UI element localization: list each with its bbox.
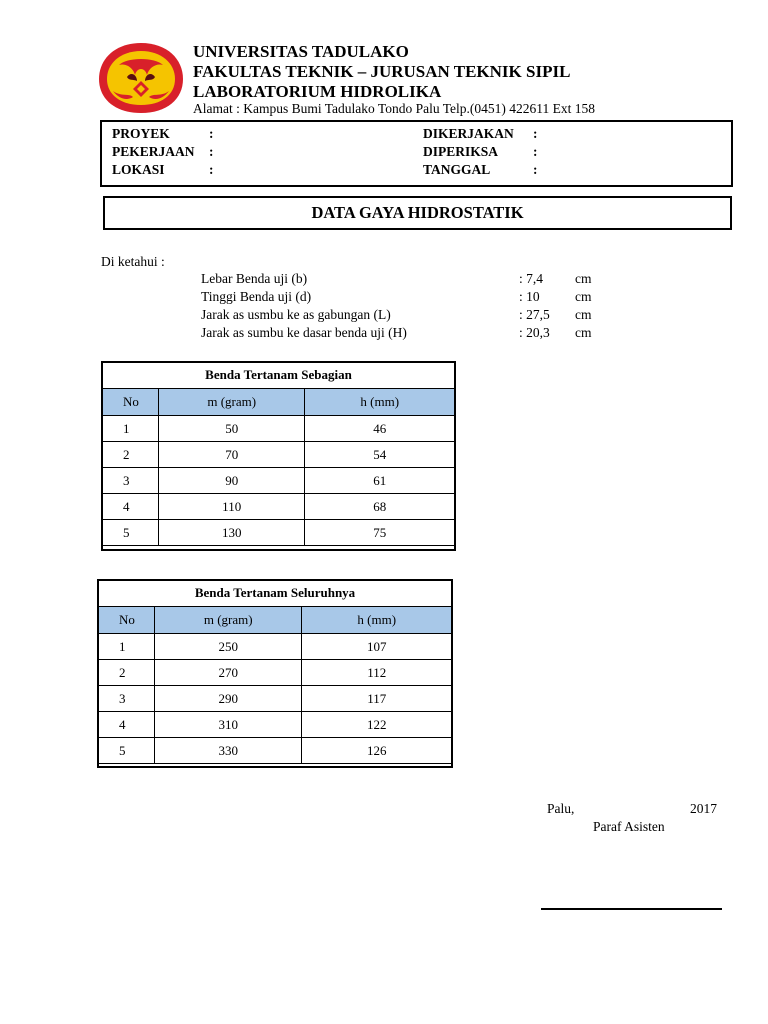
cell-no: 5 [99,738,155,764]
cell-mass: 50 [158,416,305,442]
dikerjakan-field [423,126,538,142]
cell-height: 117 [302,686,452,712]
column-header-height: h (mm) [302,607,452,634]
cell-height: 54 [305,442,455,468]
cell-height: 122 [302,712,452,738]
known-unit: cm [575,289,592,304]
lokasi-label: LOKASI [112,162,165,177]
table-row [103,442,455,468]
tanggal-label: TANGGAL [423,162,491,177]
project-info-box [100,120,733,187]
cell-height: 68 [305,494,455,520]
table-row [99,686,452,712]
cell-mass: 90 [158,468,305,494]
tanggal-colon: : [533,162,538,177]
cell-height: 126 [302,738,452,764]
known-item [201,325,641,343]
column-header-mass: m (gram) [154,607,302,634]
cell-height: 46 [305,416,455,442]
known-unit: cm [575,325,592,340]
known-unit: cm [575,307,592,322]
table-caption: Benda Tertanam Seluruhnya [99,580,452,607]
diperiksa-colon: : [533,144,538,159]
cell-no: 5 [103,520,159,546]
partial-submerged-table [102,361,455,546]
known-item [201,271,641,289]
university-name: UNIVERSITAS TADULAKO [193,42,409,61]
proyek-colon: : [209,126,214,141]
table-header-row [99,607,452,634]
known-label: Jarak as usmbu ke as gabungan (L) [201,307,391,322]
cell-mass: 310 [154,712,302,738]
known-value: : 27,5 [519,307,550,322]
known-item [201,307,641,325]
cell-height: 107 [302,634,452,660]
cell-mass: 70 [158,442,305,468]
cell-mass: 130 [158,520,305,546]
cell-no: 3 [103,468,159,494]
table-row [99,634,452,660]
known-value: : 20,3 [519,325,550,340]
signature-role: Paraf Asisten [593,819,665,834]
lokasi-colon: : [209,162,214,177]
table-row [99,712,452,738]
pekerjaan-label: PEKERJAAN [112,144,195,159]
dikerjakan-label: DIKERJAKAN [423,126,514,141]
signature-line [541,908,722,910]
known-value: : 10 [519,289,540,304]
column-header-mass: m (gram) [158,389,305,416]
proyek-label: PROYEK [112,126,170,141]
signature-year: 2017 [690,801,717,816]
known-unit: cm [575,271,592,286]
proyek-field [112,126,214,142]
pekerjaan-colon: : [209,144,214,159]
title-box [103,196,732,230]
column-header-no: No [99,607,155,634]
table-row [103,494,455,520]
table-header-row [103,389,455,416]
cell-mass: 250 [154,634,302,660]
cell-no: 3 [99,686,155,712]
cell-height: 75 [305,520,455,546]
known-label: Tinggi Benda uji (d) [201,289,312,304]
diperiksa-label: DIPERIKSA [423,144,499,159]
cell-mass: 110 [158,494,305,520]
cell-height: 112 [302,660,452,686]
cell-height: 61 [305,468,455,494]
known-intro: Di ketahui : [101,254,165,269]
pekerjaan-field [112,144,214,160]
cell-no: 2 [103,442,159,468]
known-list [201,271,641,343]
known-label: Jarak as sumbu ke dasar benda uji (H) [201,325,407,340]
known-label: Lebar Benda uji (b) [201,271,308,286]
university-emblem-icon [97,41,185,115]
table-row [103,468,455,494]
cell-mass: 290 [154,686,302,712]
tanggal-field [423,162,538,178]
table-row [103,520,455,546]
diperiksa-field [423,144,538,160]
table-row [99,660,452,686]
faculty-name: FAKULTAS TEKNIK – JURUSAN TEKNIK SIPIL [193,62,571,81]
cell-no: 1 [99,634,155,660]
table-row [103,416,455,442]
cell-mass: 330 [154,738,302,764]
table-caption: Benda Tertanam Sebagian [103,362,455,389]
cell-no: 1 [103,416,159,442]
column-header-no: No [103,389,159,416]
cell-mass: 270 [154,660,302,686]
fully-submerged-table [98,579,452,764]
known-item [201,289,641,307]
page-title: DATA GAYA HIDROSTATIK [311,203,524,222]
cell-no: 2 [99,660,155,686]
dikerjakan-colon: : [533,126,538,141]
signature-place: Palu, [547,801,575,816]
cell-no: 4 [99,712,155,738]
address: Alamat : Kampus Bumi Tadulako Tondo Palu Telp.(0451) 422611 Ext 158 [193,101,596,116]
column-header-height: h (mm) [305,389,455,416]
cell-no: 4 [103,494,159,520]
table-row [99,738,452,764]
lab-name: LABORATORIUM HIDROLIKA [193,82,442,101]
known-value: : 7,4 [519,271,544,286]
lokasi-field [112,162,214,178]
